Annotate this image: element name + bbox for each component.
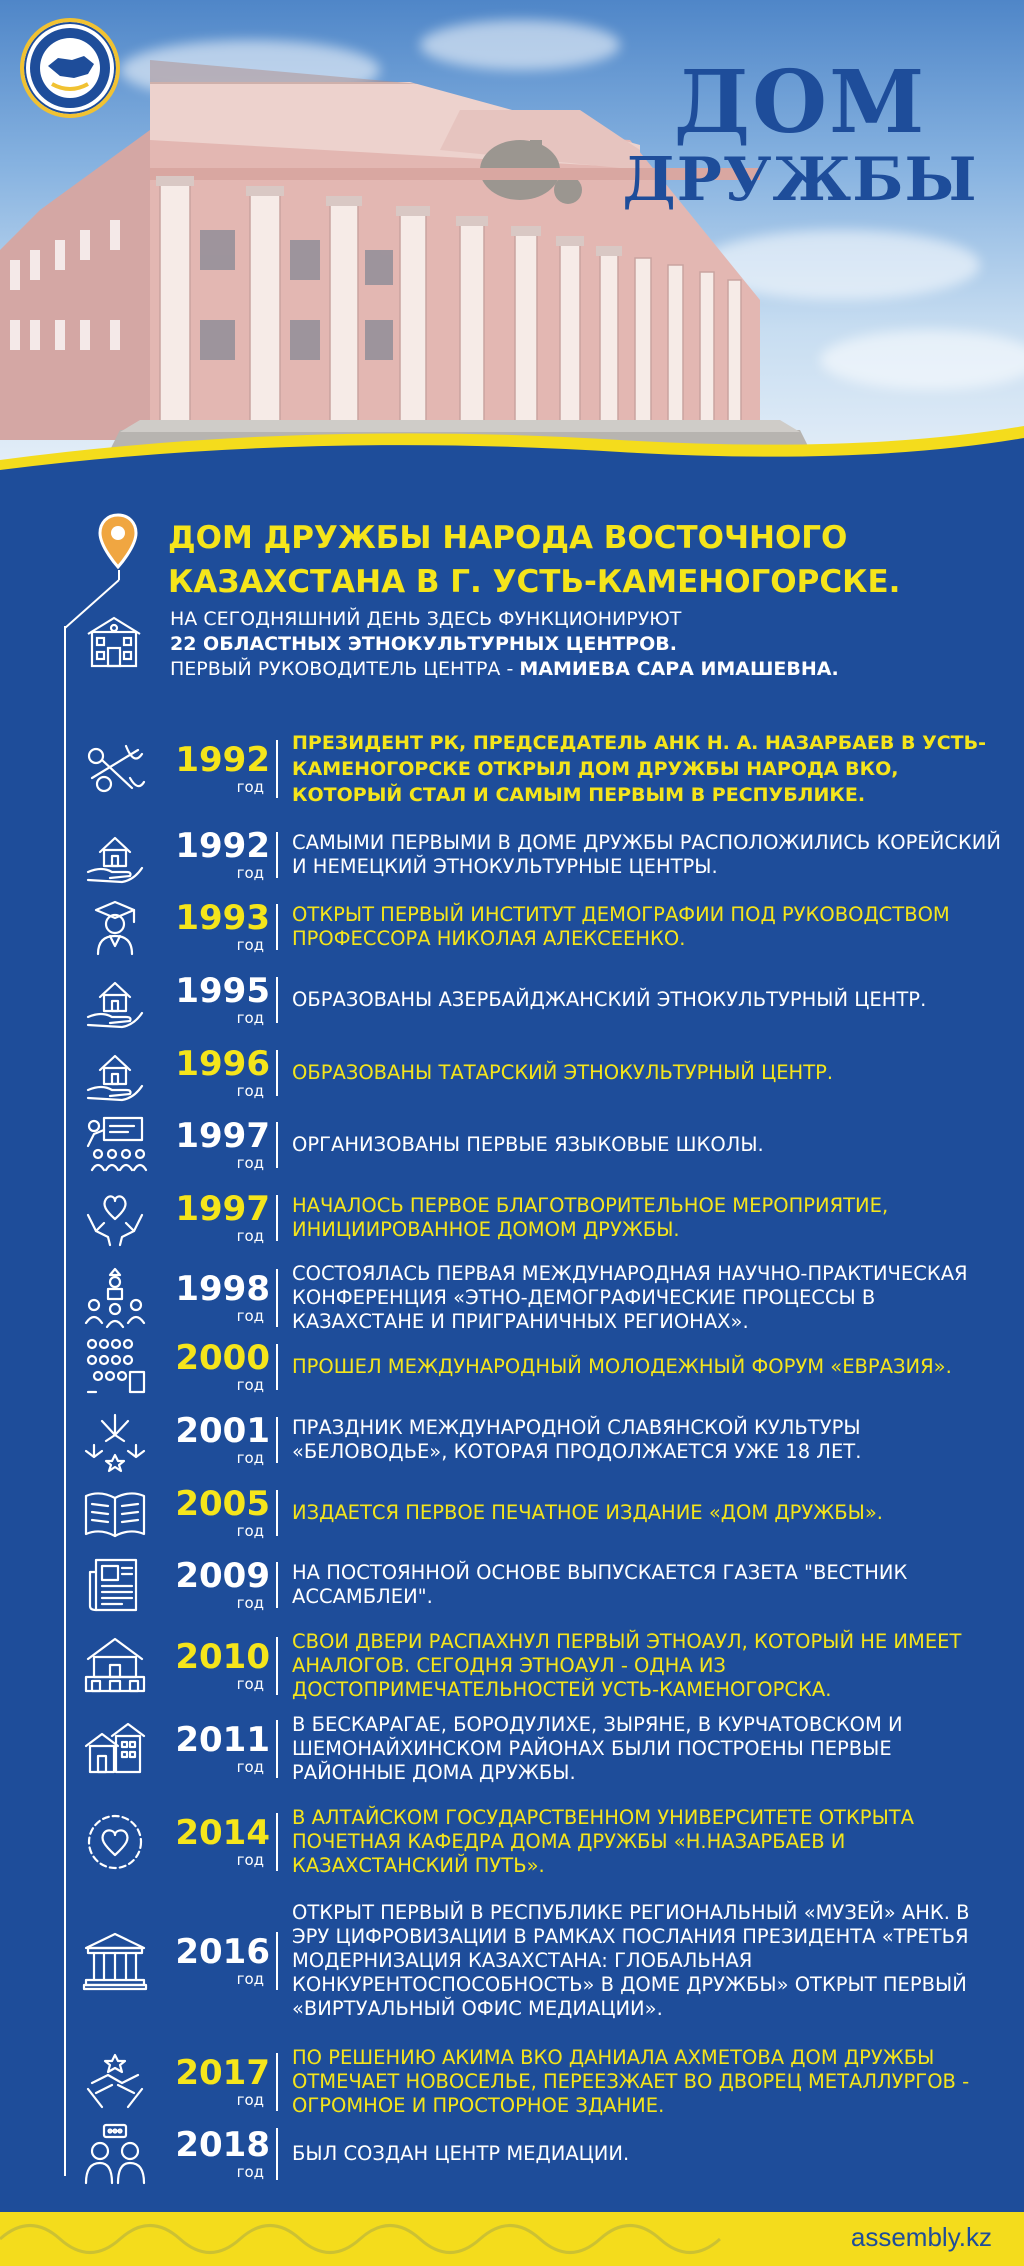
year-separator (276, 1637, 278, 1695)
year-label (160, 1933, 270, 1987)
year-label (160, 1117, 270, 1171)
mediation-dialogue-icon (82, 2121, 148, 2187)
timeline-entry (0, 1411, 1024, 1467)
year-suffix: год (236, 2091, 264, 2109)
ribbon-cutting-icon (82, 736, 148, 802)
timeline-entry (0, 826, 1024, 882)
event-description: ОБРАЗОВАНЫ АЗЕРБАЙДЖАНСКИЙ ЭТНОКУЛЬТУРНЫЙ ЦЕНТР. (292, 988, 927, 1011)
year-value: 2014 (175, 1813, 270, 1853)
hero-banner (0, 0, 1024, 470)
year-label (160, 1557, 270, 1611)
newspaper-icon (82, 1552, 148, 1618)
year-value: 2000 (175, 1338, 270, 1378)
classroom-icon (82, 1112, 148, 1178)
event-description: В АЛТАЙСКОМ ГОСУДАРСТВЕННОМ УНИВЕРСИТЕТЕ ОТКРЫТА ПОЧЕТНАЯ КАФЕДРА ДОМА ДРУЖБЫ «Н.НАЗАРБАЕВ И КАЗАХСТАНСКИЙ ПУТЬ». (292, 1806, 915, 1877)
year-value: 2005 (175, 1484, 270, 1524)
year-suffix: год (236, 778, 264, 796)
timeline-entry (0, 898, 1024, 954)
year-separator (276, 1562, 278, 1608)
event-description: СОСТОЯЛАСЬ ПЕРВАЯ МЕЖДУНАРОДНАЯ НАУЧНО-ПРАКТИЧЕСКАЯ КОНФЕРЕНЦИЯ «ЭТНО-ДЕМОГРАФИЧЕСКИЕ ПРОЦЕССЫ В КАЗАХСТАНЕ И ПРИГРАНИЧНЫХ РЕГИОНАХ». (292, 1262, 968, 1333)
year-separator (276, 1720, 278, 1778)
conference-icon (82, 1265, 148, 1331)
event-description: ИЗДАЕТСЯ ПЕРВОЕ ПЕЧАТНОЕ ИЗДАНИЕ «ДОМ ДРУЖБЫ». (292, 1501, 883, 1524)
year-value: 1993 (175, 898, 270, 938)
year-suffix: год (236, 864, 264, 882)
year-label (160, 741, 270, 795)
assembly-logo-icon (24, 22, 116, 114)
event-description: ПРЕЗИДЕНТ РК, ПРЕДСЕДАТЕЛЬ АНК Н. А. НАЗАРБАЕВ В УСТЬ-КАМЕНОГОРСКЕ ОТКРЫЛ ДОМ ДРУЖБЫ НАРОДА ВКО, КОТОРЫЙ СТАЛ И САМЫМ ПЕРВЫМ В РЕСПУБЛИКЕ. (292, 732, 987, 806)
event-description: ПРАЗДНИК МЕЖДУНАРОДНОЙ СЛАВЯНСКОЙ КУЛЬТУРЫ «БЕЛОВОДЬЕ», КОТОРАЯ ПРОДОЛЖАЕТСЯ УЖЕ 18 ЛЕТ. (292, 1416, 862, 1463)
year-label (160, 972, 270, 1026)
timeline-entry (0, 1806, 1024, 1878)
event-description: ПО РЕШЕНИЮ АКИМА ВКО ДАНИАЛА АХМЕТОВА ДОМ ДРУЖБЫ ОТМЕЧАЕТ НОВОСЕЛЬЕ, ПЕРЕЕЗЖАЕТ ВО ДВОРЕЦ МЕТАЛЛУРГОВ - ОГРОМНОЕ И ПРОСТОРНОЕ ЗДАНИЕ. (292, 2046, 970, 2117)
year-separator (276, 2128, 278, 2180)
year-suffix: год (236, 1009, 264, 1027)
year-value: 1992 (175, 740, 270, 780)
year-separator (276, 1490, 278, 1536)
year-suffix: год (236, 1154, 264, 1172)
year-suffix: год (236, 1851, 264, 1869)
footer (0, 2212, 1024, 2266)
year-value: 1997 (175, 1116, 270, 1156)
crowd-icon (82, 1334, 148, 1400)
year-suffix: год (236, 1082, 264, 1100)
event-description: ПРОШЕЛ МЕЖДУНАРОДНЫЙ МОЛОДЕЖНЫЙ ФОРУМ «ЕВРАЗИЯ». (292, 1355, 952, 1378)
year-suffix: год (236, 1522, 264, 1540)
year-separator (276, 904, 278, 950)
title-line-1: ДОМ (673, 52, 927, 153)
year-value: 1995 (175, 971, 270, 1011)
event-description: САМЫМИ ПЕРВЫМИ В ДОМЕ ДРУЖБЫ РАСПОЛОЖИЛИСЬ КОРЕЙСКИЙ И НЕМЕЦКИЙ ЭТНОКУЛЬТУРНЫЕ ЦЕНТРЫ. (292, 831, 1001, 878)
year-separator (276, 740, 278, 798)
year-suffix: год (236, 1970, 264, 1988)
event-description: ОРГАНИЗОВАНЫ ПЕРВЫЕ ЯЗЫКОВЫЕ ШКОЛЫ. (292, 1133, 764, 1156)
intro-title: ДОМ ДРУЖБЫ НАРОДА ВОСТОЧНОГО КАЗАХСТАНА В Г. УСТЬ-КАМЕНОГОРСКЕ. (168, 520, 901, 600)
year-value: 1992 (175, 826, 270, 866)
year-suffix: год (236, 1376, 264, 1394)
timeline-entry (0, 730, 1024, 808)
year-separator (276, 977, 278, 1023)
year-label (160, 1485, 270, 1539)
assembly-logo (20, 18, 120, 118)
year-value: 2001 (175, 1411, 270, 1451)
year-suffix: год (236, 1594, 264, 1612)
timeline-entry (0, 1484, 1024, 1540)
event-description: БЫЛ СОЗДАН ЦЕНТР МЕДИАЦИИ. (292, 2142, 630, 2165)
heart-emblem-icon (82, 1809, 148, 1875)
house-in-hand-icon (82, 1040, 148, 1106)
year-separator (276, 2053, 278, 2111)
event-description: НА ПОСТОЯННОЙ ОСНОВЕ ВЫПУСКАЕТСЯ ГАЗЕТА "ВЕСТНИК АССАМБЛЕИ". (292, 1561, 908, 1608)
site-link[interactable]: assembly.kz (850, 2222, 992, 2252)
intro-line-3-prefix: ПЕРВЫЙ РУКОВОДИТЕЛЬ ЦЕНТРА - (170, 658, 520, 680)
year-value: 2016 (175, 1932, 270, 1972)
year-separator (276, 1050, 278, 1096)
year-suffix: год (236, 2163, 264, 2181)
event-description: СВОИ ДВЕРИ РАСПАХНУЛ ПЕРВЫЙ ЭТНОАУЛ, КОТОРЫЙ НЕ ИМЕЕТ АНАЛОГОВ. СЕГОДНЯ ЭТНОАУЛ - ОДНА ИЗ ДОСТОПРИМЕЧАТЕЛЬНОСТЕЙ УСТЬ-КАМЕНОГОРСКА. (292, 1630, 962, 1701)
timeline-entry (0, 2126, 1024, 2182)
year-suffix: год (236, 1758, 264, 1776)
year-label (160, 2054, 270, 2108)
intro-leader-name: МАМИЕВА САРА ИМАШЕВНА. (519, 658, 839, 680)
year-label (160, 899, 270, 953)
year-value: 1996 (175, 1044, 270, 1084)
timeline-entry (0, 1044, 1024, 1100)
year-separator (276, 1813, 278, 1871)
intro-line-2: 22 ОБЛАСТНЫХ ЭТНОКУЛЬТУРНЫХ ЦЕНТРОВ. (170, 633, 677, 655)
timeline-entry (0, 1262, 1024, 1334)
year-label (160, 1814, 270, 1868)
year-suffix: год (236, 1675, 264, 1693)
year-value: 2017 (175, 2053, 270, 2093)
year-label (160, 1638, 270, 1692)
building-icon (84, 612, 144, 672)
location-pin-icon (98, 513, 138, 569)
year-separator (276, 1344, 278, 1390)
fireworks-icon (82, 1407, 148, 1473)
year-value: 2009 (175, 1556, 270, 1596)
year-suffix: год (236, 936, 264, 954)
year-separator (276, 1122, 278, 1168)
year-label (160, 1045, 270, 1099)
hands-together-icon (82, 2049, 148, 2115)
timeline-entry (0, 1630, 1024, 1702)
timeline-entry (0, 2046, 1024, 2118)
museum-icon (82, 1928, 148, 1994)
year-value: 2011 (175, 1720, 270, 1760)
event-description: НАЧАЛОСЬ ПЕРВОЕ БЛАГОТВОРИТЕЛЬНОЕ МЕРОПРИЯТИЕ, ИНИЦИИРОВАННОЕ ДОМОМ ДРУЖБЫ. (292, 1194, 889, 1241)
timeline-entry (0, 1338, 1024, 1394)
professor-icon (82, 894, 148, 960)
year-separator (276, 1195, 278, 1241)
year-label (160, 1339, 270, 1393)
event-description: В БЕСКАРАГАЕ, БОРОДУЛИХЕ, ЗЫРЯНЕ, В КУРЧАТОВСКОМ И ШЕМОНАЙХИНСКОМ РАЙОНАХ БЫЛИ ПОСТРОЕНЫ ПЕРВЫЕ РАЙОННЫЕ ДОМА ДРУЖБЫ. (292, 1713, 903, 1784)
year-label (160, 1270, 270, 1324)
house-in-hand-icon (82, 822, 148, 888)
header-wave (0, 420, 1024, 500)
year-suffix: год (236, 1449, 264, 1467)
year-separator (276, 832, 278, 878)
year-label (160, 1721, 270, 1775)
title-line-2: ДРУЖБЫ (622, 145, 978, 215)
houses-icon (82, 1716, 148, 1782)
page-title (600, 52, 1000, 215)
intro-line-1: НА СЕГОДНЯШНИЙ ДЕНЬ ЗДЕСЬ ФУНКЦИОНИРУЮТ (170, 608, 682, 630)
year-value: 1998 (175, 1269, 270, 1309)
timeline-entry (0, 1713, 1024, 1785)
year-label (160, 827, 270, 881)
year-suffix: год (236, 1227, 264, 1245)
village-houses-icon (82, 1633, 148, 1699)
year-separator (276, 1417, 278, 1463)
timeline-entry (0, 971, 1024, 1027)
heart-in-hands-icon (82, 1185, 148, 1251)
year-separator (276, 1932, 278, 1990)
intro-description (170, 607, 990, 682)
year-suffix: год (236, 1307, 264, 1325)
timeline-entry (0, 1189, 1024, 1245)
year-separator (276, 1269, 278, 1327)
timeline-entry (0, 1902, 1024, 2020)
year-value: 2018 (175, 2125, 270, 2165)
house-in-hand-icon (82, 967, 148, 1033)
timeline-entry (0, 1116, 1024, 1172)
year-value: 1997 (175, 1189, 270, 1229)
timeline-entry (0, 1556, 1024, 1612)
year-label (160, 1190, 270, 1244)
open-book-icon (82, 1480, 148, 1546)
year-value: 2010 (175, 1637, 270, 1677)
event-description: ОТКРЫТ ПЕРВЫЙ В РЕСПУБЛИКЕ РЕГИОНАЛЬНЫЙ «МУЗЕЙ» АНК. В ЭРУ ЦИФРОВИЗАЦИИ В РАМКАХ ПОСЛАНИЯ ПРЕЗИДЕНТА «ТРЕТЬЯ МОДЕРНИЗАЦИЯ КАЗАХСТАНА: ГЛОБАЛЬНАЯ КОНКУРЕНТОСПОСОБНОСТЬ» В ДОМЕ ДРУЖБЫ» ОТКРЫТ ПЕРВЫЙ «ВИРТУАЛЬНЫЙ ОФИС МЕДИАЦИИ». (292, 1901, 970, 2020)
year-label (160, 2126, 270, 2180)
event-description: ОБРАЗОВАНЫ ТАТАРСКИЙ ЭТНОКУЛЬТУРНЫЙ ЦЕНТР. (292, 1061, 834, 1084)
year-label (160, 1412, 270, 1466)
event-description: ОТКРЫТ ПЕРВЫЙ ИНСТИТУТ ДЕМОГРАФИИ ПОД РУКОВОДСТВОМ ПРОФЕССОРА НИКОЛАЯ АЛЕКСЕЕНКО. (292, 903, 950, 950)
